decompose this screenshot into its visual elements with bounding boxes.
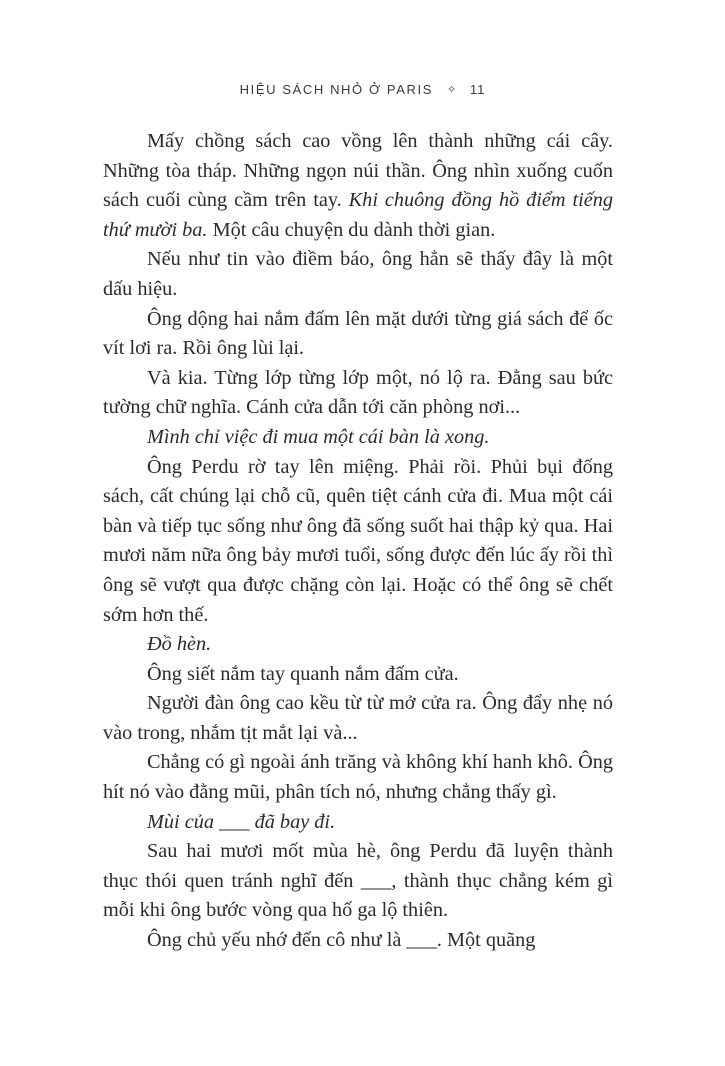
book-title: HIỆU SÁCH NHỎ Ở PARIS bbox=[239, 82, 433, 97]
paragraph: Và kia. Từng lớp từng lớp một, nó lộ ra. Đằng sau bức tường chữ nghĩa. Cánh cửa dẫn tới căn phòng nơi... bbox=[103, 366, 613, 419]
paragraph: Ông chủ yếu nhớ đến cô như là ___. Một quãng bbox=[147, 929, 536, 952]
separator-ornament-icon: ✧ bbox=[446, 84, 458, 96]
paragraph: Mấy chồng sách cao vồng lên thành những cái cây. Những tòa tháp. Những ngọn núi thần. Ông nhìn xuống cuốn sách cuối cùng cầm trên tay. Khi chuông đồng hồ điểm tiếng thứ mười ba. Một câu chuyện du dành thời gian. bbox=[103, 130, 614, 241]
running-header bbox=[0, 82, 725, 97]
paragraph: Ông Perdu rờ tay lên miệng. Phải rồi. Phủi bụi đống sách, cất chúng lại chỗ cũ, quên tiệt cánh cửa đi. Mua một cái bàn và tiếp tục sống như ông đã sống suốt hai thập kỷ qua. Hai mươi năm nữa ông bảy mươi tuổi, sống được đến lúc ấy rồi thì ông sẽ vượt qua được chặng còn lại. Hoặc có thể ông sẽ chết sớm hơn thế. bbox=[103, 455, 613, 626]
body-text bbox=[103, 127, 613, 956]
paragraph: Nếu như tin vào điềm báo, ông hẳn sẽ thấy đây là một dấu hiệu. bbox=[103, 248, 613, 300]
paragraph-italic: Đồ hèn. bbox=[147, 633, 212, 656]
paragraph: Người đàn ông cao kều từ từ mở cửa ra. Ông đẩy nhẹ nó vào trong, nhắm tịt mắt lại và... bbox=[103, 692, 613, 744]
italic-book-title: Khi chuông đồng hồ điểm tiếng thứ mười ba. bbox=[103, 189, 614, 241]
paragraph-italic: Mùi của ___ đã bay đi. bbox=[147, 810, 336, 833]
paragraph: Ông siết nắm tay quanh nắm đấm cửa. bbox=[147, 662, 459, 685]
paragraph: Chẳng có gì ngoài ánh trăng và không khí hanh khô. Ông hít nó vào đằng mũi, phân tích nó, nhưng chẳng thấy gì. bbox=[103, 751, 613, 804]
paragraph-italic: Mình chỉ việc đi mua một cái bàn là xong. bbox=[147, 425, 490, 448]
paragraph: Ông dộng hai nắm đấm lên mặt dưới từng giá sách để ốc vít lơi ra. Rồi ông lùi lại. bbox=[103, 307, 613, 360]
page-number: 11 bbox=[469, 82, 486, 97]
paragraph: Sau hai mươi mốt mùa hè, ông Perdu đã luyện thành thục thói quen tránh nghĩ đến ___, thành thục chẳng kém gì mỗi khi ông bước vòng qua hố ga lộ thiên. bbox=[103, 840, 613, 922]
